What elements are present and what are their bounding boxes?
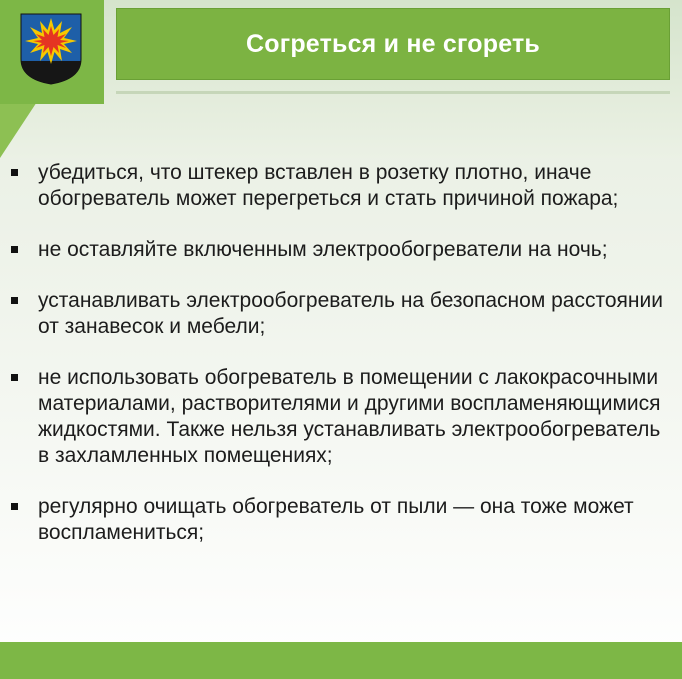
- coat-of-arms-icon: [20, 13, 82, 85]
- list-item-text: убедиться, что штекер вставлен в розетку плотно, иначе обогреватель может перегреться и стать причиной пожара;: [38, 161, 619, 210]
- list-item-text: не использовать обогреватель в помещении с лакокрасочными материалами, растворителями и другими воспламеняющимися жидкостями. Также нельзя устанавливать электрообогреватель в захламленных помещениях;: [38, 366, 661, 467]
- list-item: [0, 160, 682, 212]
- list-item: [0, 365, 682, 469]
- list-item-text: не оставляйте включенным электрообогреватели на ночь;: [38, 238, 608, 261]
- square-bullet-icon: [11, 374, 18, 381]
- footer-bar: [0, 642, 682, 679]
- square-bullet-icon: [11, 246, 18, 253]
- title-underline: [116, 91, 670, 94]
- list-item-text: устанавливать электрообогреватель на безопасном расстоянии от занавесок и мебели;: [38, 289, 663, 338]
- bullet-list: [0, 160, 682, 571]
- square-bullet-icon: [11, 297, 18, 304]
- page-title: Согреться и не сгореть: [245, 29, 540, 58]
- list-item: [0, 288, 682, 340]
- square-bullet-icon: [11, 169, 18, 176]
- list-item-text: регулярно очищать обогреватель от пыли — она тоже может воспламениться;: [38, 495, 634, 544]
- square-bullet-icon: [11, 503, 18, 510]
- list-item: [0, 494, 682, 546]
- list-item: [0, 237, 682, 263]
- logo-panel: [0, 0, 104, 104]
- title-banner: [116, 8, 670, 80]
